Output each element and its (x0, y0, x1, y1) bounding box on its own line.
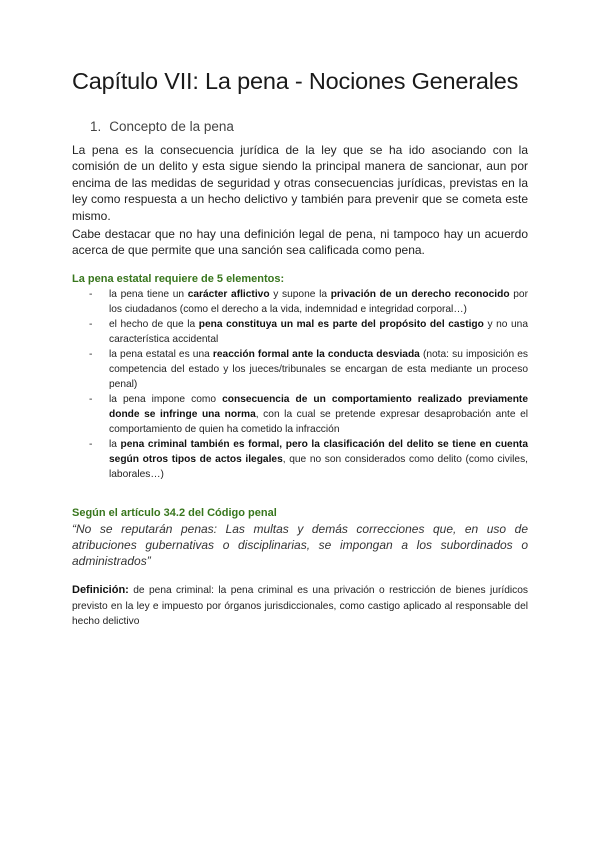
item-text: y supone la (269, 289, 331, 300)
bullet-dash: - (89, 289, 93, 300)
definition-paragraph (72, 583, 528, 630)
item-text: la pena tiene un (109, 289, 188, 300)
item-bold-text: carácter aflictivo (187, 289, 270, 300)
list-item (72, 347, 528, 392)
item-text: , con la cual se pretende expresar desaprobación ante el comportamiento de quien ha cometido la infracción (109, 409, 528, 435)
section-title: Concepto de la pena (109, 119, 234, 134)
item-bold-text: pena criminal también es formal, pero la clasificación del delito se tiene en cuenta según otros tipos de actos ilegales (109, 439, 528, 465)
bullet-dash: - (89, 349, 93, 360)
item-bold-text: privación de un derecho reconocido (330, 289, 510, 300)
item-text: la pena estatal es una (109, 349, 213, 360)
item-bold-text: reacción formal ante la conducta desviada (212, 349, 420, 360)
elements-list (72, 287, 528, 482)
item-text: y no una característica accidental (109, 319, 528, 345)
definition-text: de pena criminal: la pena criminal es una privación o restricción de bienes jurídicos previsto en la ley e impuesto por órganos jurisdiccionales, como castigo aplicado al responsable del hecho delictivo (72, 585, 528, 627)
bullet-dash: - (89, 319, 93, 330)
bullet-dash: - (89, 394, 93, 405)
list-item (72, 287, 528, 317)
elements-heading: La pena estatal requiere de 5 elementos: (72, 273, 285, 285)
item-text: por los ciudadanos (como el derecho a la vida, indemnidad e integridad corporal…) (109, 289, 528, 315)
item-text: , que no son considerados como delito (como civiles, laborales…) (109, 454, 528, 480)
list-item (72, 317, 528, 347)
item-text: (nota: su imposición es competencia del estado y los jueces/tribunales se encargan de esta mediante un proceso penal) (109, 349, 528, 390)
bullet-dash: - (89, 439, 93, 450)
item-text: la pena impone como (109, 394, 223, 405)
definition-label: Definición: (72, 584, 129, 596)
list-item (72, 437, 528, 482)
item-text: el hecho de que la (109, 319, 199, 330)
intro-paragraph: La pena es la consecuencia jurídica de la ley que se ha ido asociando con la comisión de un delito y esta sigue siendo la principal manera de sancionar, aun por encima de las medidas de seguridad y otras consecuencias jurídicas, previstas en la ley como respuesta a un hecho delictivo y también para prevenir que se cometa este mismo. (72, 143, 528, 223)
article-heading: Según el artículo 34.2 del Código penal (72, 507, 277, 519)
section-number: 1. (90, 119, 102, 134)
item-bold-text: consecuencia de un comportamiento realizado previamente donde se infringe una norma (109, 394, 528, 420)
section-heading (90, 119, 234, 134)
definition-note-paragraph: Cabe destacar que no hay una definición legal de pena, ni tampoco hay un acuerdo acerca de que permite que una sanción sea calificada como pena. (72, 227, 528, 258)
chapter-title: Capítulo VII: La pena - Nociones Generales (72, 68, 519, 94)
list-item (72, 392, 528, 437)
item-bold-text: pena constituya un mal es parte del propósito del castigo (198, 319, 484, 330)
article-quote: “No se reputarán penas: Las multas y demás correcciones que, en uso de atribuciones gubernativas o disciplinarias, se impongan a los subordinados o administrados” (72, 522, 528, 569)
item-text: la (109, 439, 121, 450)
